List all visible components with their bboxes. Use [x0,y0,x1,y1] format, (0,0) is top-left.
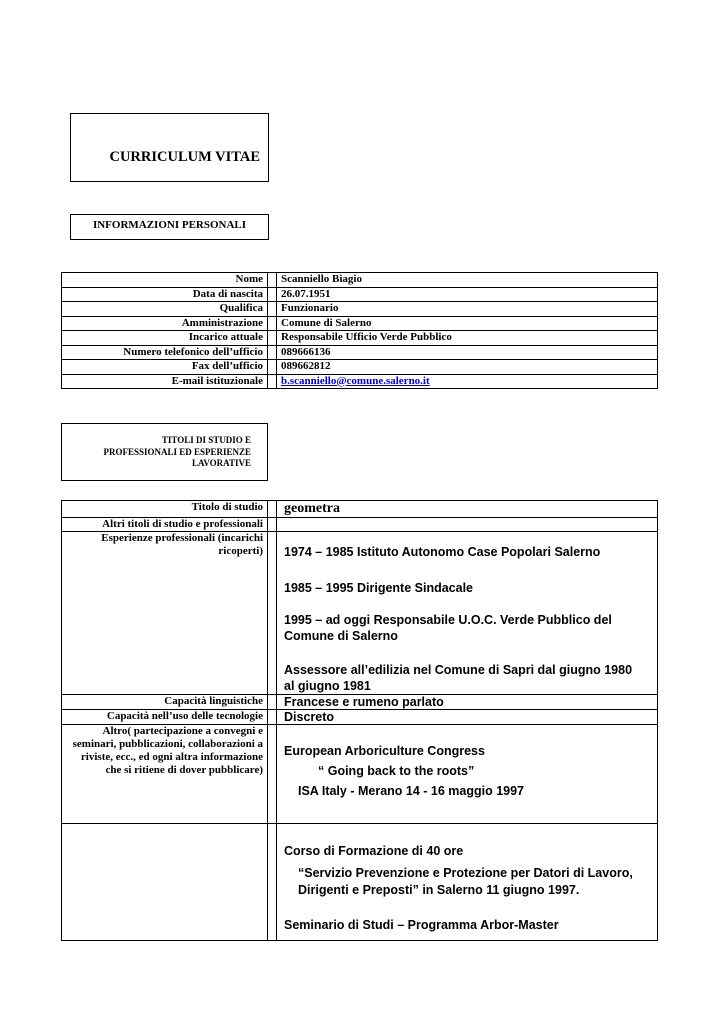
section-titoli-line: PROFESSIONALI ED ESPERIENZE [103,446,251,457]
personal-label: Qualifica [62,302,268,317]
table-row [62,331,658,346]
table-row [62,695,658,710]
esperienze-label: Esperienze professionali (incarichi ricoperti) [62,532,268,695]
personal-label: E-mail istituzionale [62,374,268,389]
personal-value: Funzionario [277,302,658,317]
altro-line: Corso di Formazione di 40 ore [284,844,464,858]
altro-value-1 [277,725,658,824]
personal-label: Incarico attuale [62,331,268,346]
table-row [62,725,658,824]
table-row [62,273,658,288]
table-row [62,824,658,941]
page-title: CURRICULUM VITAE [109,149,260,165]
studies-table [61,500,658,941]
personal-label: Nome [62,273,268,288]
tecnologie-label: Capacità nell’uso delle tecnologie [62,710,268,725]
email-link[interactable]: b.scanniello@comune.salerno.it [281,374,430,387]
cv-title-box [70,113,269,182]
table-row [62,302,658,317]
altro-line: ISA Italy - Merano 14 - 16 maggio 1997 [298,784,525,798]
personal-value: 089662812 [277,360,658,375]
table-row [62,316,658,331]
titolo-label: Titolo di studio [62,501,268,518]
table-row [62,345,658,360]
titolo-value: geometra [277,501,658,518]
esperienza-item: Assessore all’edilizia nel Comune di Sapri dal giugno 1980 al giugno 1981 [284,663,633,693]
personal-value: Scanniello Biagio [277,273,658,288]
personal-value: Responsabile Ufficio Verde Pubblico [277,331,658,346]
lingue-value: Francese e rumeno parlato [277,695,658,710]
personal-label: Amministrazione [62,316,268,331]
esperienza-item: 1995 – ad oggi Responsabile U.O.C. Verde Pubblico del Comune di Salerno [284,613,612,643]
esperienza-item: 1974 – 1985 Istituto Autonomo Case Popolari Salerno [284,545,601,559]
table-row [62,710,658,725]
section-personal-title: INFORMAZIONI PERSONALI [70,214,269,240]
personal-label: Data di nascita [62,287,268,302]
lingue-label: Capacità linguistiche [62,695,268,710]
personal-value: 089666136 [277,345,658,360]
altro-value-2 [277,824,658,941]
personal-label: Numero telefonico dell’ufficio [62,345,268,360]
esperienza-item: 1985 – 1995 Dirigente Sindacale [284,581,473,595]
table-row [62,501,658,518]
esperienze-value [277,532,658,695]
personal-value: 26.07.1951 [277,287,658,302]
personal-label: Fax dell’ufficio [62,360,268,375]
table-row [62,518,658,532]
section-titoli-line: TITOLI DI STUDIO E [161,435,251,445]
altri-titoli-value [277,518,658,532]
table-row [62,360,658,375]
table-row [62,374,658,389]
altro-line: European Arboriculture Congress [284,744,485,758]
section-titoli-line: LAVORATIVE [191,458,251,468]
personal-info-table [61,272,658,389]
personal-value: Comune di Salerno [277,316,658,331]
altro-label: Altro( partecipazione a convegni e seminari, pubblicazioni, collaborazioni a riviste, ecc., ed ogni altra informazione che si ritiene di dover pubblicare) [62,725,268,824]
altro-line: “ Going back to the roots” [318,764,475,778]
table-row [62,287,658,302]
altro-line: Seminario di Studi – Programma Arbor-Master [284,918,559,932]
personal-value [277,374,658,389]
altri-titoli-label: Altri titoli di studio e professionali [62,518,268,532]
altro-line: “Servizio Prevenzione e Protezione per Datori di Lavoro, Dirigenti e Preposti” in Salerno 11 giugno 1997. [298,866,633,897]
section-titoli-title [61,423,268,481]
tecnologie-value: Discreto [277,710,658,725]
table-row [62,532,658,695]
